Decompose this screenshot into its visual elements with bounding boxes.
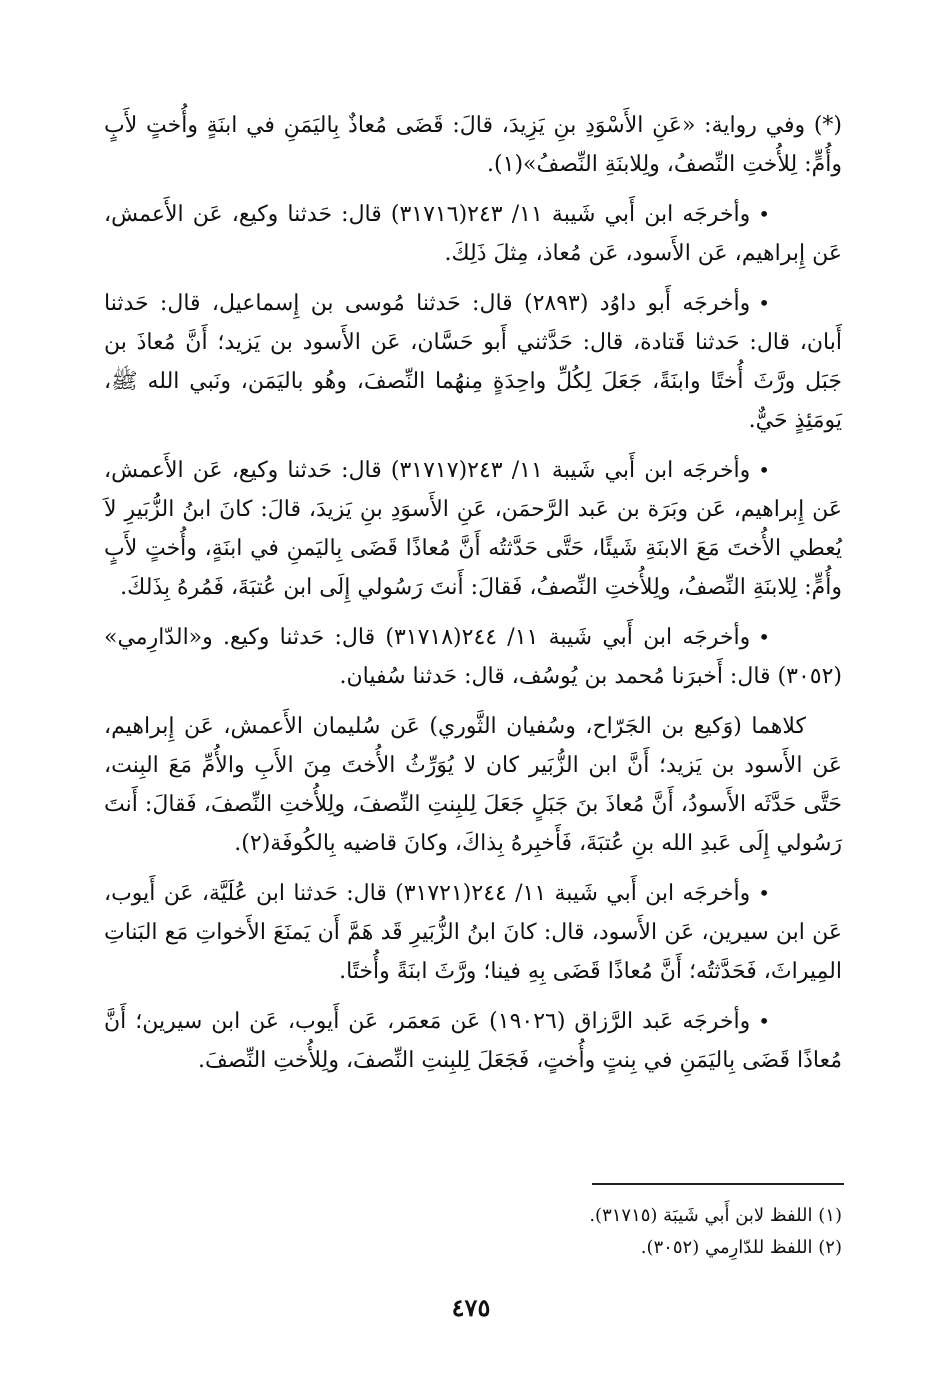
paragraph [104, 284, 842, 440]
paragraph-text: وأخرجَه أَبو داوُد (٢٨٩٣) قال: حَدثنا مُوسى بن إِسماعيل، قال: حَدثنا أَبان، قال: حَدثنا قَتادة، قال: حَدَّثني أَبو حَسَّان، عَن الأَسود بن يَزيد؛ أَنَّ مُعاذَ بن جَبَل ورَّثَ أُختًا وابنَةً، جَعَلَ لِكُلِّ واحِدَةٍ مِنهُما النِّصفَ، وهُو باليَمَن، ونَبي الله ﷺ، يَومَئِذٍ حَيٌّ. [104, 291, 842, 433]
main-text [104, 106, 842, 1091]
paragraph [104, 618, 842, 696]
paragraph [104, 874, 842, 991]
paragraph [104, 1002, 842, 1080]
bullet-icon: • [758, 1009, 770, 1033]
paragraph-text: وأخرجَه ابن أَبي شَيبة ١١/ ٢٤٣(٣١٧١٦) قال: حَدثنا وكيع، عَن الأَعمش، عَن إِبراهيم، عَن الأَسود، عَن مُعاذ، مِثلَ ذَلِكَ. [104, 202, 842, 266]
paragraph-text: كلاهما (وَكيع بن الجَرّاح، وسُفيان الثَّوري) عَن سُليمان الأَعمش، عَن إِبراهيم، عَن الأَسود بن يَزيد؛ أَنَّ ابن الزُّبَير كان لا يُوَرِّثُ الأُختَ مِنَ الأَبِ والأُمِّ مَعَ البِنت، حَتَّى حَدَّثَه الأَسودُ، أَنَّ مُعاذَ بنَ جَبَلٍ جَعَلَ لِلبِنتِ النِّصفَ، ولِلأُختِ النِّصفَ، فَقالَ: أَنتَ رَسُولي إِلَى عَبدِ الله بنِ عُتبَةَ، فَأَخبِرهُ بِذاكَ، وكانَ قاضيه بِالكُوفَة(٢). [104, 714, 842, 856]
bullet-icon: • [758, 458, 770, 482]
bullet-icon: • [758, 202, 770, 226]
paragraph-text: وأخرجَه عَبد الرَّزاق (١٩٠٢٦) عَن مَعمَر، عَن أَيوب، عَن ابن سيرين؛ أَنَّ مُعاذًا قَضَى بِاليَمَنِ في بِنتٍ وأُختٍ، فَجَعَلَ لِلبِنتِ النِّصفَ، ولِلأُختِ النِّصفَ. [104, 1009, 842, 1073]
page-number: ٤٧٥ [451, 1293, 491, 1322]
bullet-icon: • [758, 625, 770, 649]
footnote: (١) اللفظ لابن أَبي شَيبَة (٣١٧١٥). [589, 1205, 842, 1226]
paragraph-text: (*) وفي رواية: «عَنِ الأَسْوَدِ بنِ يَزِيدَ، قالَ: قَضَى مُعاذٌ بِاليَمَنِ في ابنَةٍ وأُختٍ لأَبٍ وأُمٍّ: لِلأُختِ النِّصفُ، ولِلابنَةِ النِّصفُ»(١). [104, 113, 842, 177]
footnotes [104, 1200, 842, 1264]
paragraph [104, 195, 842, 273]
paragraph-text: وأخرجَه ابن أَبي شَيبة ١١/ ٢٤٤(٣١٧١٨) قال: حَدثنا وكيع. و«الدّارِمي» (٣٠٥٢) قال: أَخبرَنا مُحمد بن يُوسُف، قال: حَدثنا سُفيان. [104, 625, 842, 689]
paragraph-text: وأخرجَه ابن أَبي شَيبة ١١/ ٢٤٣(٣١٧١٧) قال: حَدثنا وكيع، عَن الأَعمش، عَن إِبراهيم، عَن وبَرَة بن عَبد الرَّحمَن، عَنِ الأَسوَدِ بنِ يَزيدَ، قالَ: كانَ ابنُ الزُّبَيرِ لاَ يُعطي الأُختَ مَعَ الابنَةِ شَيئًا، حَتَّى حَدَّثتُه أَنَّ مُعاذًا قَضَى بِاليَمنِ في ابنَةٍ، وأُختٍ لأَبٍ وأُمٍّ: لِلابنَةِ النِّصفُ، ولِلأُختِ النِّصفُ، فَقالَ: أَنتَ رَسُولي إِلَى ابن عُتبَةَ، فَمُرهُ بِذَلكَ. [104, 458, 842, 600]
footnote: (٢) اللفظ للدّارِمي (٣٠٥٢). [640, 1237, 842, 1258]
paragraph [104, 451, 842, 607]
paragraph [104, 106, 842, 184]
bullet-icon: • [758, 881, 771, 905]
paragraph [104, 707, 842, 863]
footnote-divider [592, 1183, 844, 1185]
paragraph-text: وأخرجَه ابن أَبي شَيبة ١١/ ٢٤٤(٣١٧٢١) قال: حَدثنا ابن عُلَيَّة، عَن أَيوب، عَن ابن سيرين، عَن الأَسود، قال: كانَ ابنُ الزُّبَيرِ قَد هَمَّ أَن يَمنَعَ الأَخواتِ مَع البَناتِ المِيراثَ، فَحَدَّثتُه؛ أَنَّ مُعاذًا قَضَى بِهِ فينا؛ ورَّثَ ابنَةً وأُختًا. [104, 881, 842, 984]
bullet-icon: • [758, 291, 770, 315]
